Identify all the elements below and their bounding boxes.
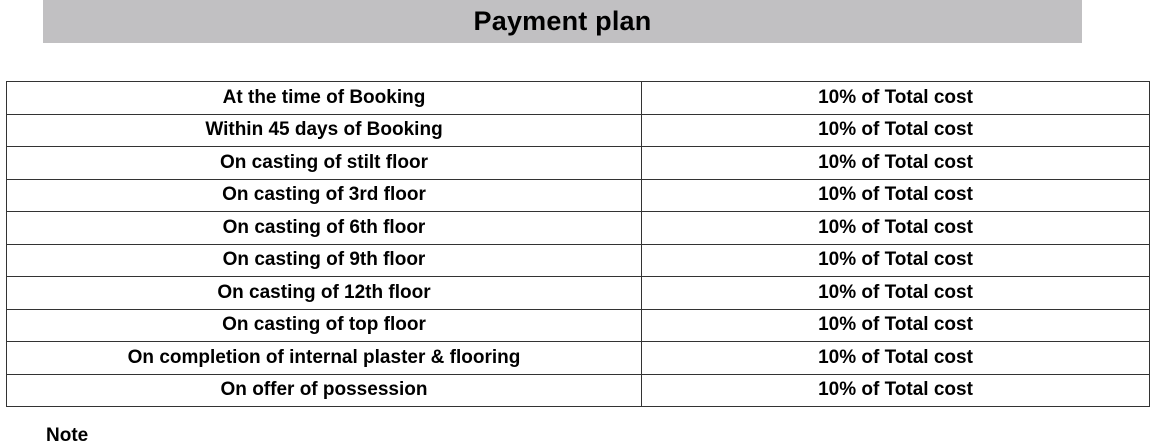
payment-stage-cell: On casting of stilt floor <box>7 147 642 180</box>
table-row <box>7 147 1150 180</box>
payment-amount-cell: 10% of Total cost <box>642 374 1150 407</box>
payment-stage-cell: On casting of 3rd floor <box>7 179 642 212</box>
payment-amount-cell: 10% of Total cost <box>642 342 1150 375</box>
payment-amount-cell: 10% of Total cost <box>642 114 1150 147</box>
payment-stage-cell: Within 45 days of Booking <box>7 114 642 147</box>
table-row <box>7 244 1150 277</box>
payment-stage-cell: On offer of possession <box>7 374 642 407</box>
payment-amount-cell: 10% of Total cost <box>642 82 1150 115</box>
table-row <box>7 82 1150 115</box>
payment-amount-cell: 10% of Total cost <box>642 212 1150 245</box>
table-row <box>7 114 1150 147</box>
title-banner <box>43 0 1082 43</box>
table-row <box>7 374 1150 407</box>
payment-stage-cell: At the time of Booking <box>7 82 642 115</box>
payment-amount-cell: 10% of Total cost <box>642 277 1150 310</box>
payment-plan-table <box>6 81 1150 407</box>
payment-amount-cell: 10% of Total cost <box>642 309 1150 342</box>
table-row <box>7 212 1150 245</box>
payment-amount-cell: 10% of Total cost <box>642 179 1150 212</box>
table-row <box>7 309 1150 342</box>
payment-plan-body <box>7 82 1150 407</box>
payment-stage-cell: On completion of internal plaster & flooring <box>7 342 642 375</box>
payment-amount-cell: 10% of Total cost <box>642 244 1150 277</box>
table-row <box>7 342 1150 375</box>
page-title: Payment plan <box>473 6 652 36</box>
payment-stage-cell: On casting of 6th floor <box>7 212 642 245</box>
note-label: Note <box>46 425 89 446</box>
payment-amount-cell: 10% of Total cost <box>642 147 1150 180</box>
payment-stage-cell: On casting of 9th floor <box>7 244 642 277</box>
table-row <box>7 277 1150 310</box>
payment-stage-cell: On casting of 12th floor <box>7 277 642 310</box>
table-row <box>7 179 1150 212</box>
payment-stage-cell: On casting of top floor <box>7 309 642 342</box>
